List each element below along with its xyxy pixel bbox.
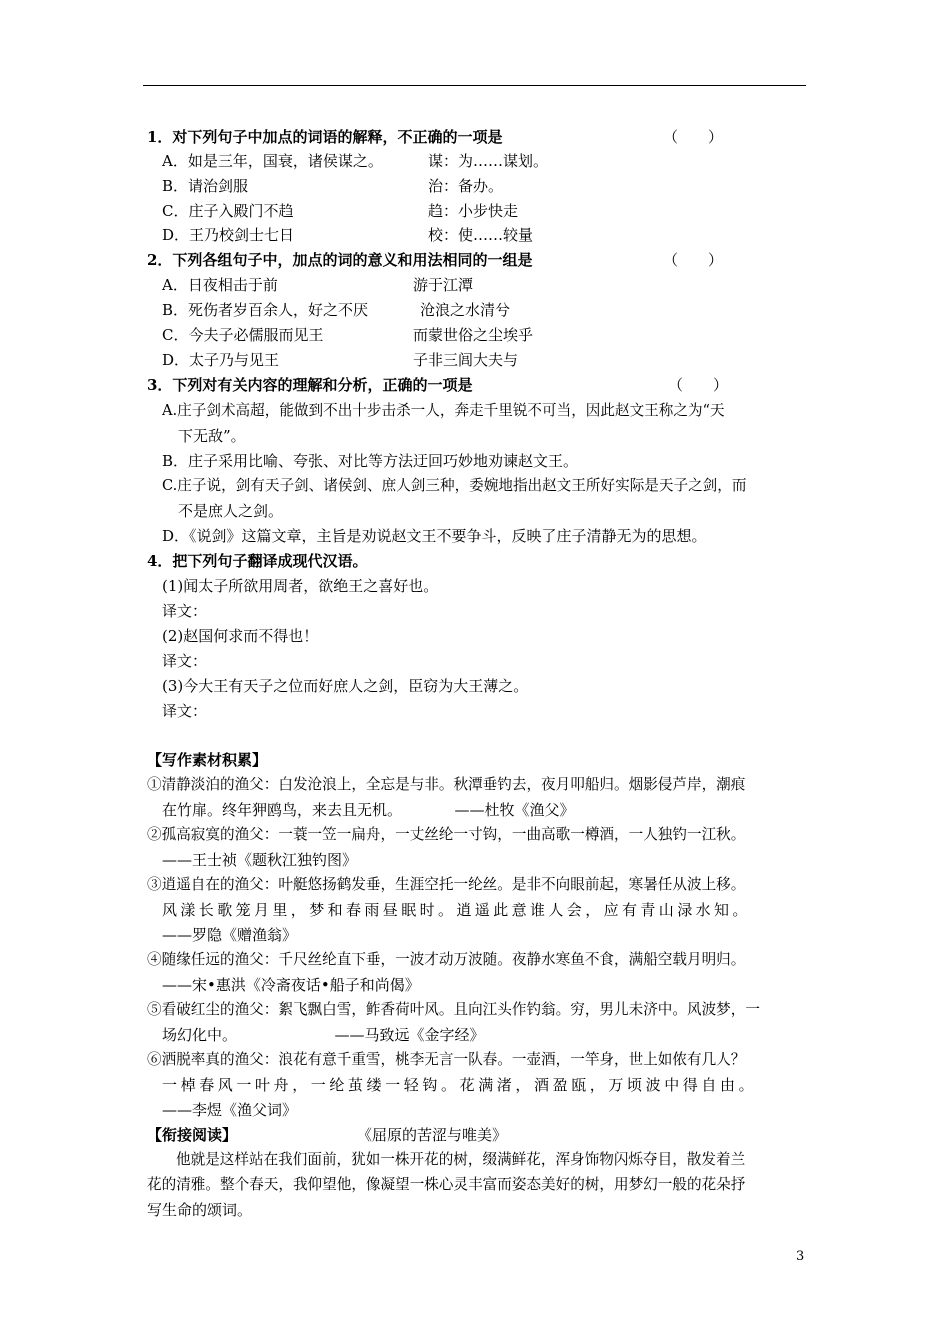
q4-translation-label-3: 译文： [162,702,208,720]
q4-translation-label-1: 译文： [162,602,208,620]
q1-option-b-gloss: 治：备办。 [428,177,504,195]
writing-item-3-line3: ——罗隐《赠渔翁》 [162,926,298,944]
q2-option-d-pair: 子非三闾大夫与 [413,351,519,369]
writing-item-6-line1: ⑥洒脱率真的渔父：浪花有意千重雪，桃李无言一队春。一壶酒，一竿身，世上如侬有几人？ [147,1051,746,1068]
q1-option-c: C．庄子入殿门不趋 [162,202,294,220]
reading-title: 《屈原的苦涩与唯美》 [357,1126,508,1144]
q1-option-d: D．王乃校剑士七日 [162,226,295,244]
reading-heading: 【衔接阅读】 [147,1126,238,1144]
q2-option-c-pair: 而蒙世俗之尘埃乎 [413,326,534,344]
writing-item-2-line1: ②孤高寂寞的渔父：一蓑一笠一扁舟，一丈丝纶一寸钩，一曲高歌一樽酒，一人独钓一江秋。 [147,826,746,843]
q4-sentence-1: (1)闻太子所欲用周者，欲绝王之喜好也。 [162,577,439,595]
writing-item-5-line2: 场幻化中。 ——马致远《金字经》 [162,1026,485,1044]
q1-stem: 1．对下列句子中加点的词语的解释，不正确的一项是 [147,128,503,146]
q2-option-b-pair: 沧浪之水清兮 [420,301,511,319]
q1-option-a: A．如是三年，国衰，诸侯谋之。 [162,152,383,170]
q3-stem: 3．下列对有关内容的理解和分析，正确的一项是 [147,376,473,394]
q4-sentence-2: (2)赵国何求而不得也！ [162,627,319,645]
q2-answer-paren: （ ） [663,251,724,269]
q1-option-b: B．请治剑服 [162,177,249,195]
q2-option-b: B．死伤者岁百余人，好之不厌 [162,301,369,319]
writing-item-1-line2: 在竹扉。终年狎鸥鸟，来去且无机。 ——杜牧《渔父》 [162,801,575,819]
header-rule [143,85,806,86]
q3-option-c-line1: C.庄子说，剑有天子剑、诸侯剑、庶人剑三种，委婉地指出赵文王所好实际是天子之剑，而 [162,477,747,494]
q2-option-c: C．今夫子必儒服而见王 [162,326,324,344]
q3-option-a-line2: 下无敌”。 [178,427,246,445]
writing-item-6-line2: 一棹春风一叶舟，一纶茧缕一轻钩。花满渚，酒盈瓯，万顷波中得自由。 [162,1076,758,1094]
reading-paragraph-line3: 写生命的颂词。 [147,1201,253,1219]
page-number: 3 [796,1249,805,1264]
q1-option-d-gloss: 校：使……较量 [428,226,534,244]
reading-paragraph-line2: 花的清雅。整个春天，我仰望他，像凝望一株心灵丰富而姿态美好的树，用梦幻一般的花朵抒 [147,1176,746,1193]
q3-option-d: D．《说剑》这篇文章，主旨是劝说赵文王不要争斗，反映了庄子清静无为的思想。 [162,527,707,545]
writing-item-4-line1: ④随缘任远的渔父：千尺丝纶直下垂，一波才动万波随。夜静水寒鱼不食，满船空载月明归。 [147,951,746,968]
writing-item-2-line2: ——王士祯《题秋江独钓图》 [162,851,358,869]
reading-paragraph-line1: 他就是这样站在我们面前，犹如一株开花的树，缀满鲜花，浑身饰物闪烁夺目，散发着兰 [176,1151,746,1168]
q4-sentence-3: (3)今大王有天子之位而好庶人之剑，臣窃为大王薄之。 [162,677,529,695]
writing-item-4-line2: ——宋•惠洪《冷斋夜话•船子和尚偈》 [162,976,420,994]
q1-answer-paren: （ ） [663,128,724,146]
q4-stem: 4．把下列句子翻译成现代汉语。 [147,552,368,570]
q3-option-a-line1: A.庄子剑术高超，能做到不出十步击杀一人，奔走千里锐不可当，因此赵文王称之为“天 [162,402,725,419]
q2-stem: 2．下列各组句子中，加点的词的意义和用法相同的一组是 [147,251,533,269]
q1-option-c-gloss: 趋：小步快走 [428,202,519,220]
q2-option-a-pair: 游于江潭 [413,276,474,294]
q2-option-d: D．太子乃与见王 [162,351,280,369]
writing-heading: 【写作素材积累】 [147,751,268,769]
q3-option-c-line2: 不是庶人之剑。 [178,502,284,520]
writing-item-1-line1: ①清静淡泊的渔父：白发沧浪上，全忘是与非。秋潭垂钓去，夜月叩船归。烟影侵芦岸，潮痕 [147,776,746,793]
q3-answer-paren: （ ） [668,376,729,394]
writing-item-3-line2: 风漾长歌笼月里，梦和春雨昼眠时。逍遥此意谁人会，应有青山渌水知。 [162,901,751,919]
writing-item-6-line3: ——李煜《渔父词》 [162,1101,298,1119]
q4-translation-label-2: 译文： [162,652,208,670]
q1-option-a-gloss: 谋：为……谋划。 [428,152,549,170]
q3-option-b: B．庄子采用比喻、夸张、对比等方法迂回巧妙地劝谏赵文王。 [162,452,579,470]
q2-option-a: A．日夜相击于前 [162,276,278,294]
writing-item-3-line1: ③逍遥自在的渔父：叶艇悠扬鹤发垂，生涯空托一纶丝。是非不向眼前起，寒暑任从波上移。 [147,876,746,893]
writing-item-5-line1: ⑤看破红尘的渔父：絮飞飘白雪，鲊香荷叶风。且向江头作钓翁。穷，男儿未济中。风波梦，一 [147,1001,760,1018]
